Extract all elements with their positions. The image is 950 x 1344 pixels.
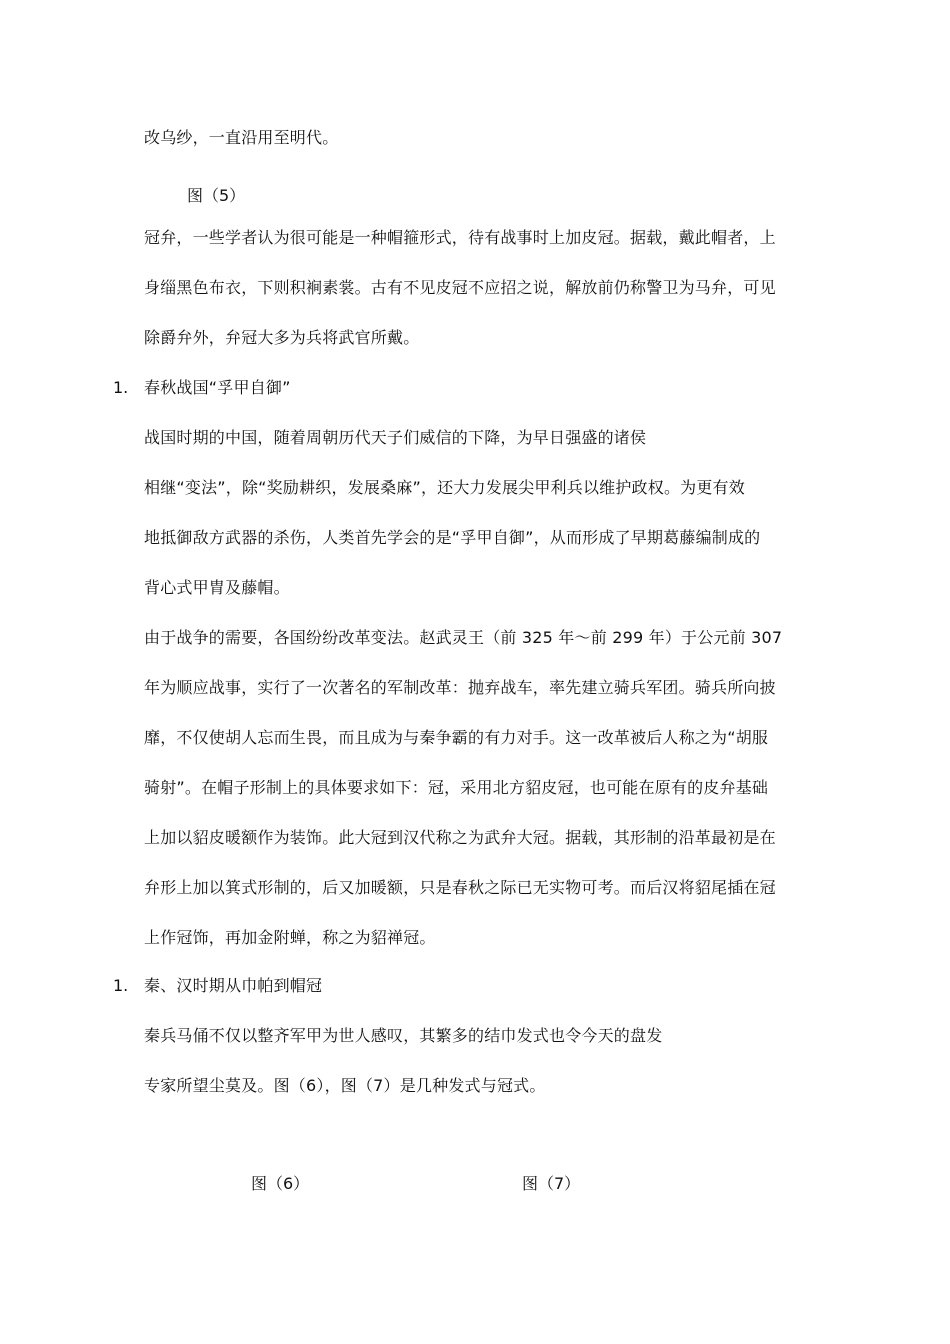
text-line: 秦兵马俑不仅以整齐军甲为世人感叹，其繁多的结巾发式也令今天的盘发 [144, 1026, 663, 1045]
text-line: 弁形上加以箕式形制的，后又加暖额，只是春秋之际已无实物可考。而后汉将貂尾插在冠 [144, 878, 776, 897]
figure-6-caption: 图（6） [251, 1174, 310, 1193]
text-line: 战国时期的中国，随着周朝历代天子们威信的下降，为早日强盛的诸侯 [144, 428, 647, 447]
list-number: 1. [113, 976, 129, 995]
text-line: 相继“变法”，除“奖励耕织，发展桑麻”，还大力发展尖甲利兵以维护政权。为更有效 [144, 478, 745, 497]
figure-5-caption: 图（5） [187, 186, 246, 205]
text-line: 骑射”。在帽子形制上的具体要求如下：冠，采用北方貂皮冠，也可能在原有的皮弁基础 [144, 778, 769, 797]
section-heading: 春秋战国“孚甲自御” [144, 378, 291, 397]
figure-7-caption: 图（7） [522, 1174, 581, 1193]
section-heading: 秦、汉时期从巾帕到帽冠 [144, 976, 323, 995]
text-line: 专家所望尘莫及。图（6），图（7）是几种发式与冠式。 [144, 1076, 546, 1095]
text-line: 由于战争的需要，各国纷纷改革变法。赵武灵王（前 325 年～前 299 年）于公元前 307 [144, 628, 783, 647]
text-line: 背心式甲胄及藤帽。 [144, 578, 290, 597]
text-line: 身缁黑色布衣，下则积裥素裳。古有不见皮冠不应招之说，解放前仍称警卫为马弁，可见 [144, 278, 776, 297]
text-line: 地抵御敌方武器的杀伤，人类首先学会的是“孚甲自御”，从而形成了早期葛藤编制成的 [144, 528, 761, 547]
text-line: 冠弁，一些学者认为很可能是一种帽箍形式，待有战事时上加皮冠。据载，戴此帽者，上 [144, 228, 776, 247]
text-line: 上加以貂皮暖额作为装饰。此大冠到汉代称之为武弁大冠。据载，其形制的沿革最初是在 [144, 828, 776, 847]
text-line: 改乌纱，一直沿用至明代。 [144, 128, 339, 147]
text-line: 除爵弁外，弁冠大多为兵将武官所戴。 [144, 328, 420, 347]
text-line: 上作冠饰，再加金附蝉，称之为貂禅冠。 [144, 928, 436, 947]
text-line: 年为顺应战事，实行了一次著名的军制改革：抛弃战车，率先建立骑兵军团。骑兵所向披 [144, 678, 776, 697]
list-number: 1. [113, 378, 129, 397]
text-line: 靡，不仅使胡人忘而生畏，而且成为与秦争霸的有力对手。这一改革被后人称之为“胡服 [144, 728, 769, 747]
